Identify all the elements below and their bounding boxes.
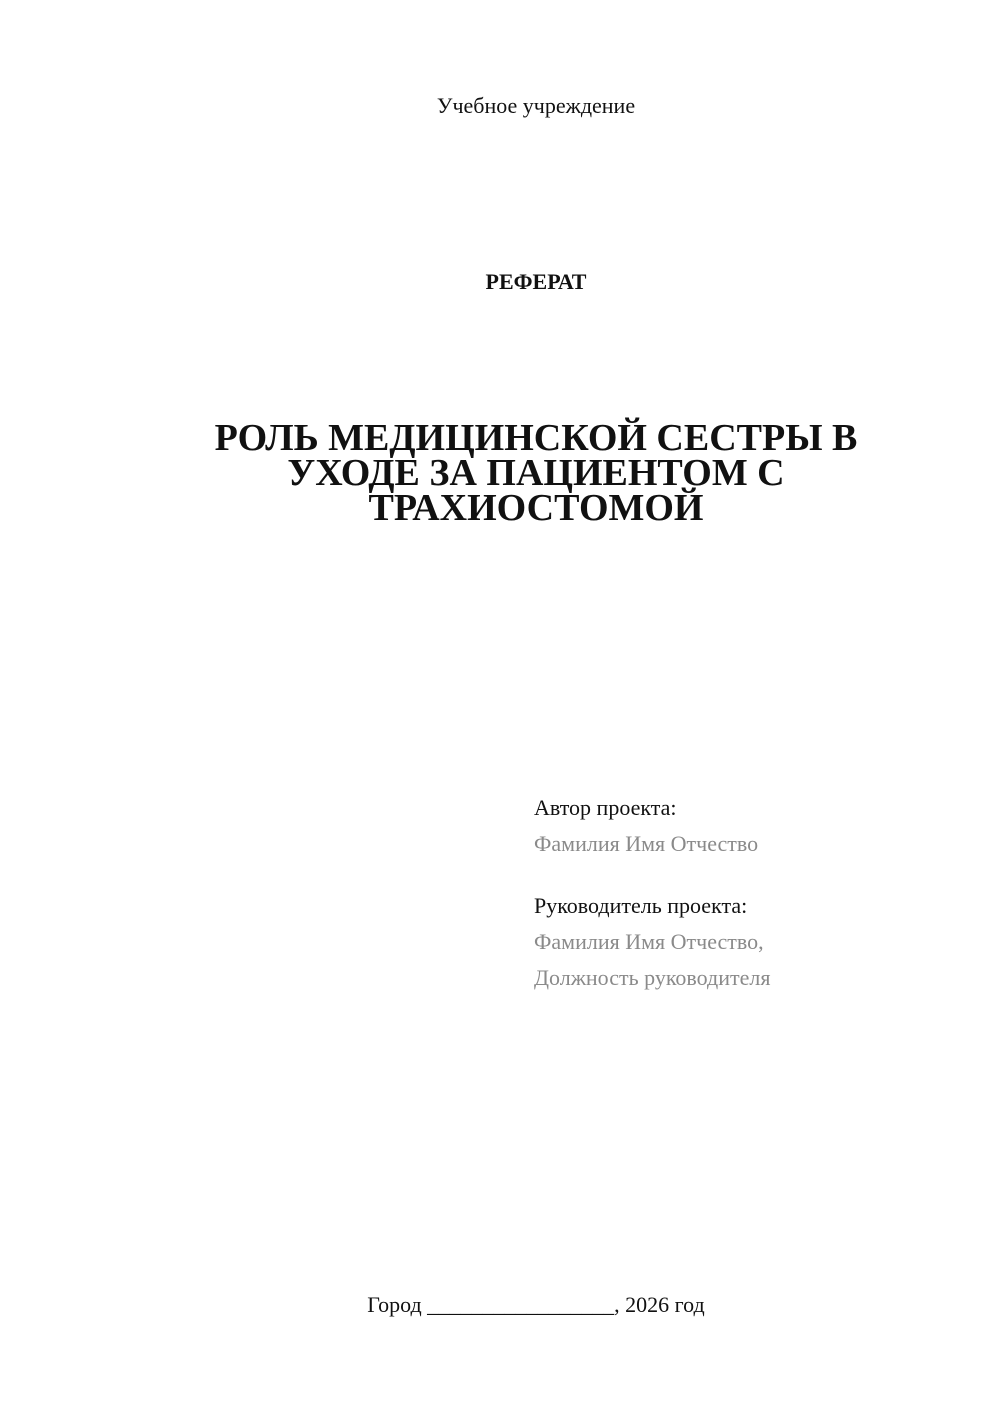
document-title: РОЛЬ МЕДИЦИНСКОЙ СЕСТРЫ В УХОДЕ ЗА ПАЦИЕНТОМ С ТРАХИОСТОМОЙ [214,417,858,529]
author-label: Автор проекта: [534,795,677,820]
credits-block [534,790,974,996]
city-year-line: Город _________________, 2026 год [367,1292,705,1317]
supervisor-label: Руководитель проекта: [534,893,748,918]
author-name: Фамилия Имя Отчество [534,831,759,856]
supervisor-position: Должность руководителя [534,965,771,990]
supervisor-name: Фамилия Имя Отчество, [534,929,764,954]
document-type: РЕФЕРАТ [485,269,587,294]
institution-name: Учебное учреждение [436,93,636,118]
credits-spacer [534,862,974,888]
